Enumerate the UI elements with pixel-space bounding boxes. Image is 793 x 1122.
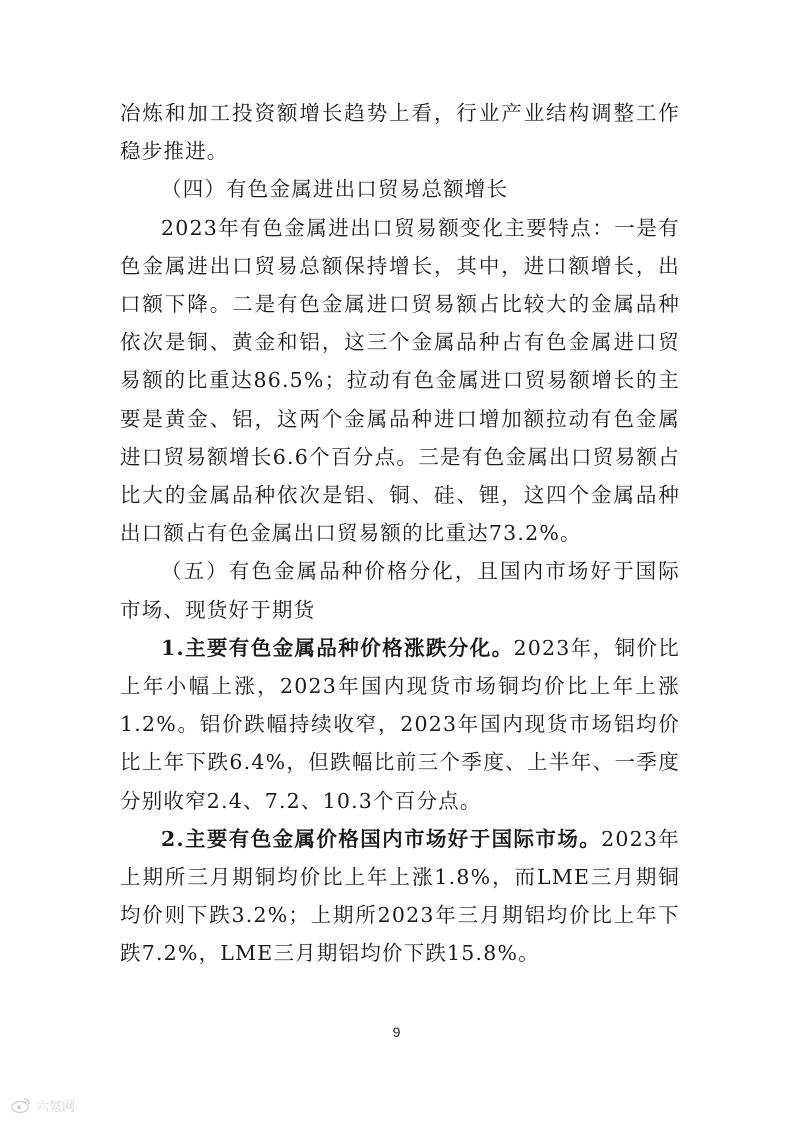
watermark-text: 六氪网 (36, 1099, 76, 1115)
section-heading-5: （五）有色金属品种价格分化，且国内市场好于国际市场、现货好于期货 (120, 559, 680, 622)
paragraph-body-2: 2023年上期所三月期铜均价比上年上涨1.8%，而LME三月期铜均价则下跌3.2%；上期所2023年三月期铝均价比上年下跌7.2%，LME三月期铝均价下跌15.8%。 (120, 826, 680, 966)
page-number: 9 (392, 1024, 401, 1040)
paragraph-price-divergence (120, 629, 680, 820)
paragraph-domestic-vs-international (120, 820, 680, 973)
watermark (10, 1094, 75, 1116)
paragraph-lead-1: 1.主要有色金属品种价格涨跌分化。 (161, 635, 514, 660)
document-body (120, 94, 680, 973)
paragraph-body-1: 2023年，铜价比上年小幅上涨，2023年国内现货市场铜均价比上年上涨1.2%。铝价跌幅持续收窄，2023年国内现货市场铝均价比上年下跌6.4%，但跌幅比前三个季度、上半年、一季度分别收窄2.4、7.2、10.3个百分点。 (120, 635, 680, 813)
section-heading-4: （四）有色金属进出口贸易总额增长 (161, 177, 509, 202)
paragraph-trade: 2023年有色金属进出口贸易额变化主要特点：一是有色金属进出口贸易总额保持增长，其中，进口额增长，出口额下降。二是有色金属进口贸易额占比较大的金属品种依次是铜、黄金和铝，这三个金属品种占有色金属进口贸易额的比重达86.5%；拉动有色金属进口贸易额增长的主要是黄金、铝，这两个金属品种进口增加额拉动有色金属进口贸易额增长6.6个百分点。三是有色金属出口贸易额占比大的金属品种依次是铝、铜、硅、锂，这四个金属品种出口额占有色金属出口贸易额的比重达73.2%。 (120, 215, 680, 546)
paragraph-lead-2: 2.主要有色金属价格国内市场好于国际市场。 (161, 826, 602, 851)
paragraph-continuation: 冶炼和加工投资额增长趋势上看，行业产业结构调整工作稳步推进。 (120, 101, 680, 164)
weibo-logo-icon (10, 1096, 32, 1114)
